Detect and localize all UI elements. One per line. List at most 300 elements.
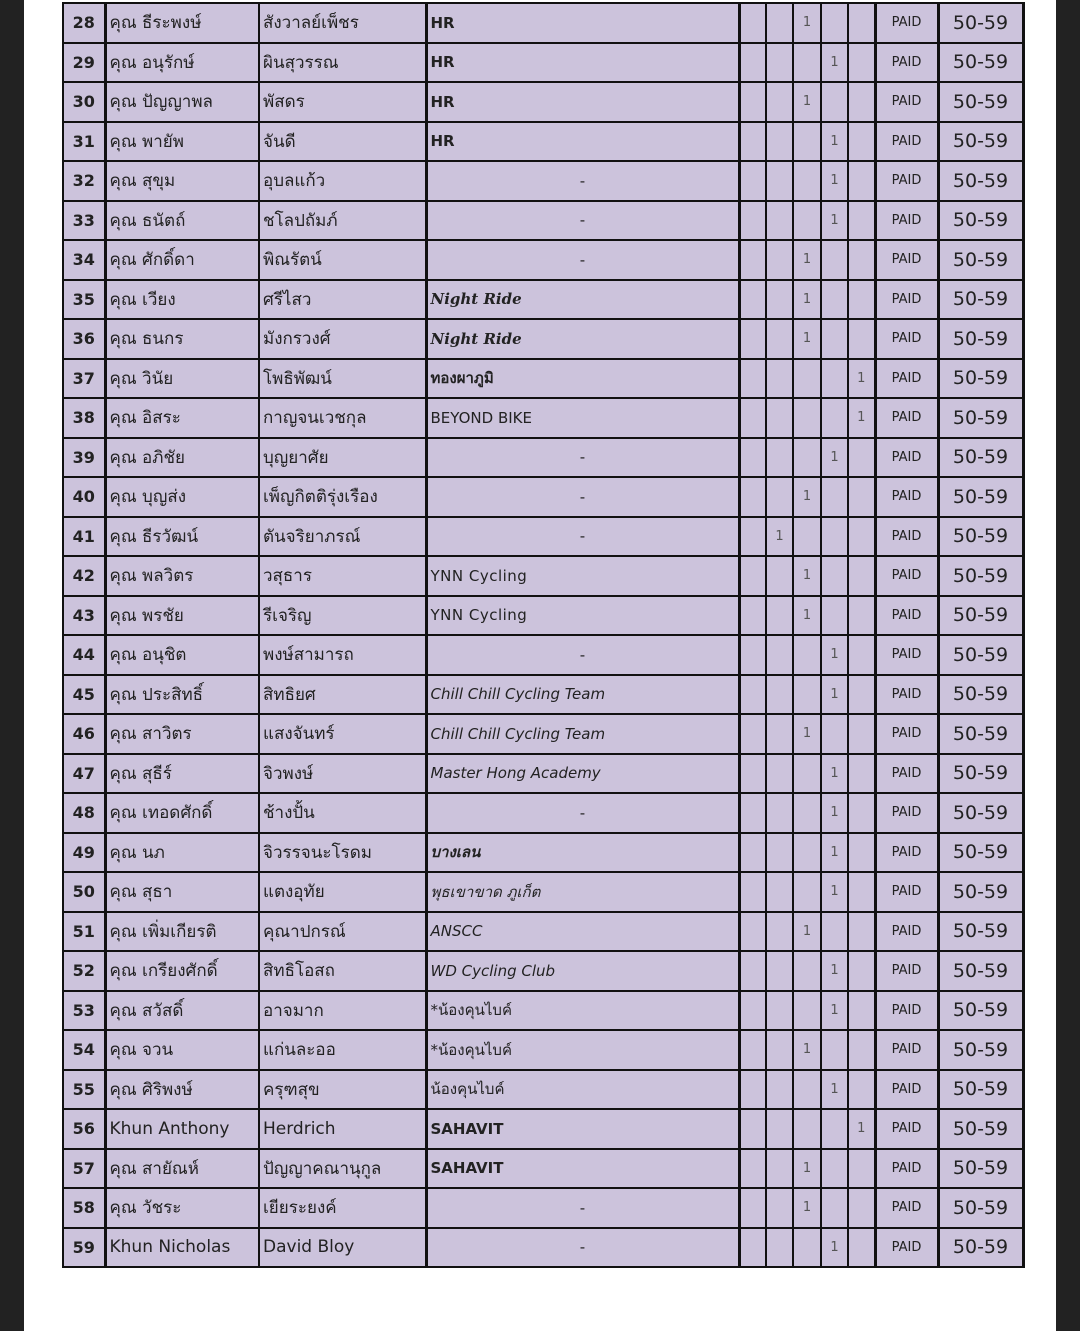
count-cell (739, 43, 766, 83)
age-group: 50-59 (938, 201, 1023, 241)
count-cell (766, 556, 793, 596)
table-row (63, 280, 1023, 320)
last-name: ตันจริยาภรณ์ (259, 517, 426, 557)
team-name: - (426, 517, 739, 557)
count-cell (766, 793, 793, 833)
age-group: 50-59 (938, 714, 1023, 754)
count-cell (848, 1188, 875, 1228)
count-cell (848, 1070, 875, 1110)
first-name: คุณ สาวิตร (105, 714, 259, 754)
table-row (63, 675, 1023, 715)
first-name: คุณ ธีระพงษ์ (105, 3, 259, 43)
team-name: HR (426, 3, 739, 43)
payment-status: PAID (875, 359, 938, 399)
team-name: HR (426, 82, 739, 122)
count-cell (739, 833, 766, 873)
row-number: 36 (63, 319, 105, 359)
payment-status: PAID (875, 438, 938, 478)
last-name: บุญยาศัย (259, 438, 426, 478)
count-cell (766, 398, 793, 438)
count-cell (766, 43, 793, 83)
count-cell (739, 991, 766, 1031)
count-cell: 1 (793, 556, 821, 596)
first-name: คุณ อิสระ (105, 398, 259, 438)
count-cell (766, 438, 793, 478)
count-cell (739, 438, 766, 478)
first-name: คุณ สุขุม (105, 161, 259, 201)
team-name: SAHAVIT (426, 1109, 739, 1149)
count-cell (739, 1070, 766, 1110)
last-name: จิวรรจนะโรดม (259, 833, 426, 873)
count-cell (739, 714, 766, 754)
count-cell (821, 280, 848, 320)
payment-status: PAID (875, 82, 938, 122)
payment-status: PAID (875, 398, 938, 438)
payment-status: PAID (875, 477, 938, 517)
count-cell (739, 951, 766, 991)
payment-status: PAID (875, 1149, 938, 1189)
age-group: 50-59 (938, 359, 1023, 399)
first-name: คุณ พลวิตร (105, 556, 259, 596)
count-cell: 1 (821, 438, 848, 478)
team-name: Night Ride (426, 319, 739, 359)
team-name: บางเลน (426, 833, 739, 873)
count-cell (821, 319, 848, 359)
table-row (63, 477, 1023, 517)
table-row (63, 1109, 1023, 1149)
row-number: 49 (63, 833, 105, 873)
count-cell (848, 1030, 875, 1070)
table-row (63, 438, 1023, 478)
team-name: - (426, 1228, 739, 1268)
first-name: คุณ ธนัตถ์ (105, 201, 259, 241)
row-number: 34 (63, 240, 105, 280)
count-cell (821, 1030, 848, 1070)
team-name: ANSCC (426, 912, 739, 952)
first-name: Khun Nicholas (105, 1228, 259, 1268)
count-cell (848, 912, 875, 952)
count-cell (766, 991, 793, 1031)
age-group: 50-59 (938, 3, 1023, 43)
count-cell (766, 477, 793, 517)
first-name: คุณ เพิ่มเกียรติ (105, 912, 259, 952)
count-cell (821, 359, 848, 399)
count-cell (848, 872, 875, 912)
team-name: *น้องคุนไบค์ (426, 1030, 739, 1070)
last-name: ชโลปถัมภ์ (259, 201, 426, 241)
row-number: 31 (63, 122, 105, 162)
count-cell (848, 517, 875, 557)
table-row (63, 833, 1023, 873)
count-cell (848, 675, 875, 715)
team-name: - (426, 438, 739, 478)
count-cell: 1 (793, 596, 821, 636)
count-cell (766, 635, 793, 675)
last-name: สิทธิโอสถ (259, 951, 426, 991)
count-cell: 1 (821, 161, 848, 201)
count-cell: 1 (848, 398, 875, 438)
table-row (63, 82, 1023, 122)
row-number: 53 (63, 991, 105, 1031)
table-row (63, 161, 1023, 201)
count-cell (766, 161, 793, 201)
payment-status: PAID (875, 872, 938, 912)
age-group: 50-59 (938, 122, 1023, 162)
first-name: คุณ วินัย (105, 359, 259, 399)
row-number: 29 (63, 43, 105, 83)
payment-status: PAID (875, 714, 938, 754)
payment-status: PAID (875, 319, 938, 359)
count-cell: 1 (821, 635, 848, 675)
count-cell (793, 951, 821, 991)
payment-status: PAID (875, 3, 938, 43)
last-name: จันดี (259, 122, 426, 162)
age-group: 50-59 (938, 82, 1023, 122)
last-name: สิทธิยศ (259, 675, 426, 715)
count-cell (766, 280, 793, 320)
count-cell: 1 (821, 991, 848, 1031)
count-cell (821, 1149, 848, 1189)
row-number: 32 (63, 161, 105, 201)
first-name: คุณ พายัพ (105, 122, 259, 162)
payment-status: PAID (875, 833, 938, 873)
count-cell (766, 675, 793, 715)
count-cell (766, 319, 793, 359)
count-cell (793, 161, 821, 201)
count-cell: 1 (793, 912, 821, 952)
count-cell (739, 3, 766, 43)
age-group: 50-59 (938, 556, 1023, 596)
row-number: 55 (63, 1070, 105, 1110)
team-name: น้องคุนไบค์ (426, 1070, 739, 1110)
payment-status: PAID (875, 201, 938, 241)
first-name: คุณ สวัสดิ์ (105, 991, 259, 1031)
payment-status: PAID (875, 122, 938, 162)
table-row (63, 201, 1023, 241)
count-cell (848, 596, 875, 636)
table-row (63, 3, 1023, 43)
age-group: 50-59 (938, 517, 1023, 557)
count-cell: 1 (793, 1030, 821, 1070)
count-cell (848, 319, 875, 359)
count-cell (821, 556, 848, 596)
age-group: 50-59 (938, 438, 1023, 478)
age-group: 50-59 (938, 1070, 1023, 1110)
count-cell (848, 122, 875, 162)
count-cell (793, 833, 821, 873)
team-name: YNN Cycling (426, 596, 739, 636)
count-cell (739, 556, 766, 596)
row-number: 50 (63, 872, 105, 912)
count-cell (739, 1188, 766, 1228)
count-cell: 1 (793, 82, 821, 122)
count-cell (739, 754, 766, 794)
first-name: คุณ สุธีร์ (105, 754, 259, 794)
count-cell (739, 398, 766, 438)
last-name: พิณรัตน์ (259, 240, 426, 280)
row-number: 59 (63, 1228, 105, 1268)
count-cell (793, 1228, 821, 1268)
first-name: คุณ สุธา (105, 872, 259, 912)
count-cell (848, 635, 875, 675)
payment-status: PAID (875, 517, 938, 557)
row-number: 35 (63, 280, 105, 320)
count-cell: 1 (793, 280, 821, 320)
last-name: อุบลแก้ว (259, 161, 426, 201)
count-cell (848, 161, 875, 201)
count-cell (793, 43, 821, 83)
count-cell (766, 714, 793, 754)
count-cell (793, 122, 821, 162)
count-cell (793, 754, 821, 794)
team-name: YNN Cycling (426, 556, 739, 596)
count-cell (739, 596, 766, 636)
first-name: คุณ บุญส่ง (105, 477, 259, 517)
count-cell (739, 477, 766, 517)
team-name: WD Cycling Club (426, 951, 739, 991)
age-group: 50-59 (938, 398, 1023, 438)
row-number: 51 (63, 912, 105, 952)
count-cell (821, 82, 848, 122)
age-group: 50-59 (938, 991, 1023, 1031)
count-cell (821, 596, 848, 636)
count-cell: 1 (793, 319, 821, 359)
row-number: 47 (63, 754, 105, 794)
count-cell (766, 1030, 793, 1070)
table-row (63, 1228, 1023, 1268)
row-number: 48 (63, 793, 105, 833)
count-cell (793, 991, 821, 1031)
first-name: คุณ ศิริพงษ์ (105, 1070, 259, 1110)
count-cell (848, 556, 875, 596)
payment-status: PAID (875, 280, 938, 320)
payment-status: PAID (875, 1188, 938, 1228)
count-cell (766, 240, 793, 280)
team-name: Night Ride (426, 280, 739, 320)
first-name: คุณ อนุชิต (105, 635, 259, 675)
count-cell (848, 82, 875, 122)
count-cell (766, 359, 793, 399)
count-cell (821, 714, 848, 754)
first-name: คุณ เทอดศักดิ์ (105, 793, 259, 833)
last-name: กาญจนเวชกุล (259, 398, 426, 438)
age-group: 50-59 (938, 793, 1023, 833)
team-name: - (426, 201, 739, 241)
payment-status: PAID (875, 1070, 938, 1110)
row-number: 42 (63, 556, 105, 596)
age-group: 50-59 (938, 1149, 1023, 1189)
count-cell: 1 (793, 240, 821, 280)
count-cell (766, 201, 793, 241)
last-name: สังวาลย์เพ็ชร (259, 3, 426, 43)
payment-status: PAID (875, 675, 938, 715)
last-name: เยียระยงค์ (259, 1188, 426, 1228)
count-cell: 1 (821, 122, 848, 162)
age-group: 50-59 (938, 872, 1023, 912)
count-cell (739, 793, 766, 833)
count-cell: 1 (821, 872, 848, 912)
first-name: คุณ อนุรักษ์ (105, 43, 259, 83)
count-cell: 1 (848, 359, 875, 399)
count-cell: 1 (793, 477, 821, 517)
table-row (63, 43, 1023, 83)
last-name: พงษ์สามารถ (259, 635, 426, 675)
count-cell (821, 3, 848, 43)
count-cell (793, 872, 821, 912)
last-name: มังกรวงศ์ (259, 319, 426, 359)
last-name: David Bloy (259, 1228, 426, 1268)
first-name: คุณ ธนกร (105, 319, 259, 359)
row-number: 41 (63, 517, 105, 557)
row-number: 33 (63, 201, 105, 241)
count-cell (766, 1188, 793, 1228)
count-cell: 1 (766, 517, 793, 557)
count-cell: 1 (821, 43, 848, 83)
count-cell (821, 477, 848, 517)
row-number: 37 (63, 359, 105, 399)
count-cell (848, 240, 875, 280)
team-name: - (426, 477, 739, 517)
count-cell (848, 201, 875, 241)
team-name: - (426, 1188, 739, 1228)
count-cell (821, 398, 848, 438)
table-row (63, 359, 1023, 399)
count-cell: 1 (793, 1188, 821, 1228)
row-number: 28 (63, 3, 105, 43)
row-number: 30 (63, 82, 105, 122)
count-cell (766, 122, 793, 162)
count-cell: 1 (848, 1109, 875, 1149)
count-cell (848, 991, 875, 1031)
count-cell (739, 359, 766, 399)
table-row (63, 122, 1023, 162)
row-number: 45 (63, 675, 105, 715)
first-name: คุณ พรชัย (105, 596, 259, 636)
last-name: ผินสุวรรณ (259, 43, 426, 83)
last-name: วสุธาร (259, 556, 426, 596)
team-name: Master Hong Academy (426, 754, 739, 794)
table-row (63, 991, 1023, 1031)
age-group: 50-59 (938, 833, 1023, 873)
count-cell (766, 82, 793, 122)
count-cell (739, 675, 766, 715)
table-row (63, 714, 1023, 754)
count-cell (739, 1109, 766, 1149)
count-cell (848, 951, 875, 991)
first-name: คุณ นภ (105, 833, 259, 873)
count-cell (739, 240, 766, 280)
count-cell (739, 1149, 766, 1189)
count-cell (739, 161, 766, 201)
age-group: 50-59 (938, 161, 1023, 201)
count-cell (848, 833, 875, 873)
row-number: 38 (63, 398, 105, 438)
count-cell (821, 912, 848, 952)
last-name: อาจมาก (259, 991, 426, 1031)
last-name: ช้างปั้น (259, 793, 426, 833)
participant-table (62, 2, 1025, 1268)
team-name: พุธเขาขาด ภูเก็ต (426, 872, 739, 912)
age-group: 50-59 (938, 754, 1023, 794)
first-name: คุณ ธีรวัฒน์ (105, 517, 259, 557)
table-row (63, 754, 1023, 794)
count-cell: 1 (821, 201, 848, 241)
team-name: SAHAVIT (426, 1149, 739, 1189)
last-name: รีเจริญ (259, 596, 426, 636)
first-name: คุณ ปัญญาพล (105, 82, 259, 122)
row-number: 57 (63, 1149, 105, 1189)
count-cell: 1 (821, 951, 848, 991)
payment-status: PAID (875, 912, 938, 952)
count-cell (821, 517, 848, 557)
table-row (63, 319, 1023, 359)
team-name: - (426, 240, 739, 280)
age-group: 50-59 (938, 240, 1023, 280)
table-row (63, 793, 1023, 833)
count-cell: 1 (821, 1070, 848, 1110)
last-name: Herdrich (259, 1109, 426, 1149)
count-cell (848, 43, 875, 83)
first-name: คุณ อภิชัย (105, 438, 259, 478)
payment-status: PAID (875, 991, 938, 1031)
age-group: 50-59 (938, 280, 1023, 320)
first-name: คุณ สายัณห์ (105, 1149, 259, 1189)
count-cell (848, 477, 875, 517)
count-cell (848, 438, 875, 478)
count-cell: 1 (821, 793, 848, 833)
count-cell (793, 438, 821, 478)
count-cell (793, 201, 821, 241)
last-name: ศรีไสว (259, 280, 426, 320)
table-row (63, 1188, 1023, 1228)
payment-status: PAID (875, 240, 938, 280)
age-group: 50-59 (938, 1030, 1023, 1070)
count-cell (793, 635, 821, 675)
team-name: - (426, 793, 739, 833)
count-cell (739, 912, 766, 952)
row-number: 40 (63, 477, 105, 517)
last-name: พัสดร (259, 82, 426, 122)
count-cell (766, 872, 793, 912)
table-row (63, 517, 1023, 557)
last-name: ครุฑสุข (259, 1070, 426, 1110)
age-group: 50-59 (938, 951, 1023, 991)
table-row (63, 912, 1023, 952)
count-cell (848, 3, 875, 43)
team-name: HR (426, 43, 739, 83)
count-cell: 1 (793, 1149, 821, 1189)
count-cell (848, 280, 875, 320)
age-group: 50-59 (938, 1109, 1023, 1149)
count-cell: 1 (821, 675, 848, 715)
table-row (63, 872, 1023, 912)
last-name: ปัญญาคณานุกูล (259, 1149, 426, 1189)
payment-status: PAID (875, 1109, 938, 1149)
count-cell (848, 1149, 875, 1189)
count-cell (848, 793, 875, 833)
count-cell (766, 912, 793, 952)
count-cell: 1 (821, 754, 848, 794)
count-cell (739, 1030, 766, 1070)
table-row (63, 398, 1023, 438)
count-cell (739, 280, 766, 320)
payment-status: PAID (875, 754, 938, 794)
first-name: Khun Anthony (105, 1109, 259, 1149)
payment-status: PAID (875, 43, 938, 83)
count-cell (766, 596, 793, 636)
count-cell (793, 359, 821, 399)
count-cell: 1 (821, 833, 848, 873)
